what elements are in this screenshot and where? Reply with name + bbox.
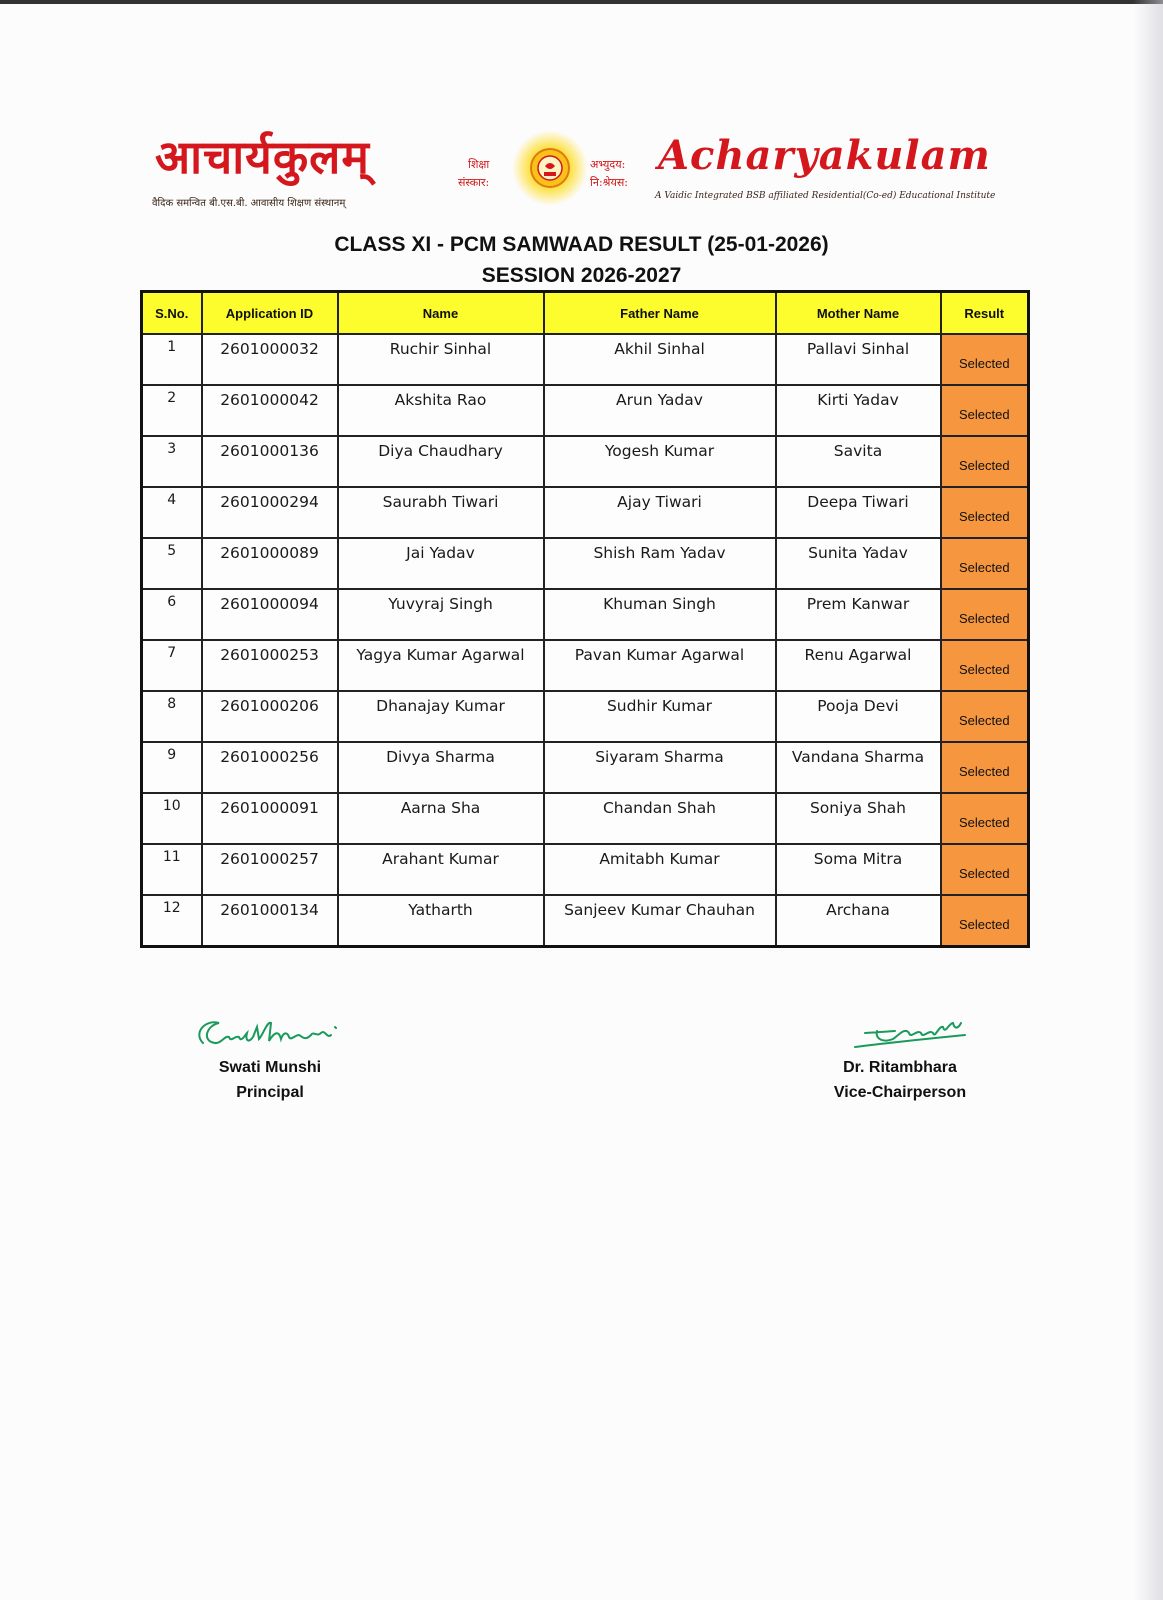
- cell-application-id: [202, 895, 338, 947]
- cell-result-text: Selected: [958, 560, 1010, 575]
- cell-result-text: Selected: [958, 713, 1010, 728]
- cell-sno-text: 11: [162, 849, 181, 865]
- cell-father-name: [544, 691, 776, 742]
- cell-sno: [142, 487, 202, 538]
- cell-application-id: [202, 793, 338, 844]
- cell-name-text: Akshita Rao: [394, 391, 487, 409]
- cell-mother-name-text: Prem Kanwar: [806, 595, 910, 613]
- cell-mother-name-text: Soma Mitra: [813, 850, 903, 868]
- cell-name-text: Dhanajay Kumar: [376, 697, 505, 715]
- cell-application-id-text: 2601000256: [220, 748, 319, 766]
- cell-sno: [142, 793, 202, 844]
- cell-application-id-text: 2601000257: [220, 850, 319, 868]
- cell-sno-text: 5: [167, 543, 177, 559]
- cell-name: [338, 385, 544, 436]
- cell-result: [941, 589, 1029, 640]
- cell-application-id: [202, 640, 338, 691]
- cell-sno: [142, 742, 202, 793]
- cell-sno-text: 3: [167, 441, 177, 457]
- cell-father-name-text: Akhil Sinhal: [614, 340, 705, 358]
- cell-name-text: Yagya Kumar Agarwal: [356, 646, 525, 664]
- cell-application-id: [202, 742, 338, 793]
- cell-result-text: Selected: [958, 662, 1010, 677]
- cell-sno-text: 4: [167, 492, 177, 508]
- cell-mother-name: [776, 334, 941, 385]
- cell-father-name-text: Pavan Kumar Agarwal: [574, 646, 745, 664]
- cell-result: [941, 844, 1029, 895]
- emblem-word: नि:श्रेयस:: [590, 176, 628, 189]
- cell-mother-name: [776, 589, 941, 640]
- signature-block-vice-chairperson: [800, 1013, 1000, 1105]
- cell-application-id: [202, 589, 338, 640]
- cell-father-name-text: Khuman Singh: [603, 595, 716, 613]
- sun-emblem-icon: [512, 130, 588, 206]
- cell-mother-name-text: Vandana Sharma: [791, 748, 925, 766]
- table-row: [142, 742, 1029, 793]
- cell-name: [338, 844, 544, 895]
- cell-mother-name-text: Pooja Devi: [817, 697, 899, 715]
- cell-name-text: Divya Sharma: [386, 748, 495, 766]
- cell-father-name: [544, 742, 776, 793]
- cell-mother-name: [776, 793, 941, 844]
- cell-application-id-text: 2601000089: [220, 544, 319, 562]
- cell-application-id: [202, 334, 338, 385]
- letterhead: [150, 128, 996, 213]
- cell-sno-text: 2: [167, 390, 177, 406]
- cell-result: [941, 691, 1029, 742]
- cell-result-text: Selected: [958, 356, 1010, 371]
- table-header-row: [142, 292, 1029, 335]
- cell-father-name: [544, 487, 776, 538]
- cell-name-text: Yuvyraj Singh: [388, 595, 493, 613]
- cell-mother-name-text: Pallavi Sinhal: [806, 340, 910, 358]
- cell-application-id-text: 2601000032: [220, 340, 319, 358]
- principal-name: Swati Munshi: [218, 1059, 322, 1076]
- table-row: [142, 538, 1029, 589]
- cell-father-name: [544, 538, 776, 589]
- cell-mother-name-text: Deepa Tiwari: [807, 493, 909, 511]
- cell-application-id: [202, 538, 338, 589]
- cell-father-name-text: Shish Ram Yadav: [593, 544, 726, 562]
- cell-name: [338, 334, 544, 385]
- cell-result: [941, 895, 1029, 947]
- table-row: [142, 640, 1029, 691]
- cell-father-name-text: Arun Yadav: [616, 391, 703, 409]
- cell-mother-name: [776, 487, 941, 538]
- column-header-name: Name: [338, 292, 544, 335]
- cell-father-name-text: Yogesh Kumar: [604, 442, 715, 460]
- cell-application-id-text: 2601000136: [220, 442, 319, 460]
- cell-father-name: [544, 640, 776, 691]
- cell-application-id: [202, 487, 338, 538]
- cell-name-text: Yatharth: [408, 901, 473, 919]
- cell-father-name-text: Siyaram Sharma: [595, 748, 724, 766]
- cell-name-text: Diya Chaudhary: [378, 442, 503, 460]
- cell-father-name-text: Sanjeev Kumar Chauhan: [564, 901, 755, 919]
- cell-application-id-text: 2601000094: [220, 595, 319, 613]
- table-row: [142, 487, 1029, 538]
- cell-father-name-text: Chandan Shah: [602, 799, 717, 817]
- cell-sno: [142, 436, 202, 487]
- table-row: [142, 589, 1029, 640]
- cell-sno-text: 6: [167, 594, 177, 610]
- cell-result-text: Selected: [958, 458, 1010, 473]
- cell-result: [941, 640, 1029, 691]
- cell-sno: [142, 895, 202, 947]
- cell-sno: [142, 844, 202, 895]
- cell-sno: [142, 538, 202, 589]
- cell-mother-name: [776, 691, 941, 742]
- cell-name: [338, 793, 544, 844]
- result-title: CLASS XI - PCM SAMWAAD RESULT (25-01-2026): [334, 233, 829, 256]
- column-header-mother-name: Mother Name: [776, 292, 941, 335]
- cell-sno-text: 9: [167, 747, 177, 763]
- signature-ritambhara-icon: [825, 1013, 975, 1055]
- emblem-word: संस्कार:: [458, 176, 490, 189]
- cell-father-name: [544, 589, 776, 640]
- table-row: [142, 895, 1029, 947]
- cell-application-id-text: 2601000294: [220, 493, 319, 511]
- cell-name: [338, 436, 544, 487]
- cell-result-text: Selected: [958, 917, 1010, 932]
- cell-father-name: [544, 385, 776, 436]
- cell-application-id: [202, 436, 338, 487]
- cell-name: [338, 691, 544, 742]
- column-header-sno: S.No.: [142, 292, 202, 335]
- cell-mother-name-text: Kirti Yadav: [817, 391, 899, 409]
- cell-name: [338, 487, 544, 538]
- cell-sno: [142, 640, 202, 691]
- cell-name-text: Arahant Kumar: [382, 850, 499, 868]
- cell-father-name: [544, 844, 776, 895]
- cell-sno-text: 1: [167, 339, 177, 355]
- cell-result: [941, 436, 1029, 487]
- cell-name: [338, 538, 544, 589]
- cell-name-text: Saurabh Tiwari: [382, 493, 499, 511]
- cell-mother-name: [776, 640, 941, 691]
- cell-result: [941, 742, 1029, 793]
- cell-mother-name-text: Soniya Shah: [809, 799, 907, 817]
- cell-mother-name: [776, 436, 941, 487]
- column-header-result: Result: [941, 292, 1029, 335]
- cell-sno: [142, 589, 202, 640]
- cell-father-name: [544, 334, 776, 385]
- cell-result-text: Selected: [958, 815, 1010, 830]
- cell-name-text: Jai Yadav: [406, 544, 475, 562]
- column-header-application-id: Application ID: [202, 292, 338, 335]
- signature-block-principal: [175, 1013, 365, 1105]
- session-title: SESSION 2026-2027: [481, 264, 682, 287]
- hindi-tagline: वैदिक समन्वित बी.एस.बी. आवासीय शिक्षण संस्थानम्: [152, 198, 346, 209]
- cell-mother-name-text: Renu Agarwal: [804, 646, 912, 664]
- cell-application-id-text: 2601000042: [220, 391, 319, 409]
- results-table: [140, 290, 1030, 948]
- cell-sno-text: 8: [167, 696, 177, 712]
- cell-mother-name-text: Archana: [826, 901, 890, 919]
- cell-name: [338, 742, 544, 793]
- cell-sno: [142, 334, 202, 385]
- english-tagline: A Vaidic Integrated BSB affiliated Residential(Co-ed) Educational Institute: [655, 191, 996, 201]
- cell-result-text: Selected: [958, 764, 1010, 779]
- cell-name-text: Ruchir Sinhal: [389, 340, 492, 358]
- cell-sno-text: 12: [162, 900, 181, 916]
- cell-application-id-text: 2601000091: [220, 799, 319, 817]
- cell-father-name-text: Sudhir Kumar: [606, 697, 713, 715]
- cell-father-name-text: Ajay Tiwari: [617, 493, 702, 511]
- cell-sno-text: 7: [167, 645, 177, 661]
- cell-name: [338, 589, 544, 640]
- cell-sno-text: 10: [162, 798, 181, 814]
- table-row: [142, 436, 1029, 487]
- table-row: [142, 385, 1029, 436]
- cell-result-text: Selected: [958, 866, 1010, 881]
- cell-result-text: Selected: [958, 407, 1010, 422]
- scan-edge-top: [0, 0, 1163, 4]
- cell-sno: [142, 385, 202, 436]
- signature-swati-munshi-icon: [185, 1013, 355, 1055]
- emblem-right-words: [590, 156, 628, 192]
- cell-mother-name: [776, 385, 941, 436]
- cell-application-id: [202, 385, 338, 436]
- column-header-father-name: Father Name: [544, 292, 776, 335]
- cell-mother-name: [776, 844, 941, 895]
- cell-result: [941, 793, 1029, 844]
- vice-chairperson-name: Dr. Ritambhara: [843, 1059, 957, 1076]
- cell-father-name: [544, 436, 776, 487]
- cell-result: [941, 487, 1029, 538]
- table-row: [142, 844, 1029, 895]
- table-row: [142, 691, 1029, 742]
- cell-result-text: Selected: [958, 611, 1010, 626]
- cell-father-name: [544, 895, 776, 947]
- cell-application-id-text: 2601000134: [220, 901, 319, 919]
- cell-name-text: Aarna Sha: [400, 799, 481, 817]
- cell-mother-name: [776, 538, 941, 589]
- english-logo-text: Acharyakulam: [658, 132, 991, 179]
- cell-mother-name-text: Sunita Yadav: [808, 544, 908, 562]
- cell-mother-name: [776, 895, 941, 947]
- cell-application-id: [202, 844, 338, 895]
- cell-result: [941, 538, 1029, 589]
- cell-mother-name-text: Savita: [833, 442, 883, 460]
- cell-mother-name: [776, 742, 941, 793]
- cell-application-id-text: 2601000206: [220, 697, 319, 715]
- emblem-word: अभ्युदय:: [590, 158, 626, 171]
- cell-name: [338, 640, 544, 691]
- cell-name: [338, 895, 544, 947]
- emblem-word: शिक्षा: [468, 158, 490, 171]
- hindi-logo-text: आचार्यकुलम्: [155, 130, 370, 184]
- table-row: [142, 334, 1029, 385]
- cell-result-text: Selected: [958, 509, 1010, 524]
- emblem-left-words: [458, 156, 489, 192]
- cell-father-name-text: Amitabh Kumar: [599, 850, 720, 868]
- cell-sno: [142, 691, 202, 742]
- cell-result: [941, 334, 1029, 385]
- cell-application-id: [202, 691, 338, 742]
- vice-chairperson-role: Vice-Chairperson: [833, 1084, 967, 1101]
- cell-father-name: [544, 793, 776, 844]
- cell-application-id-text: 2601000253: [220, 646, 319, 664]
- table-row: [142, 793, 1029, 844]
- cell-result: [941, 385, 1029, 436]
- principal-role: Principal: [236, 1084, 304, 1101]
